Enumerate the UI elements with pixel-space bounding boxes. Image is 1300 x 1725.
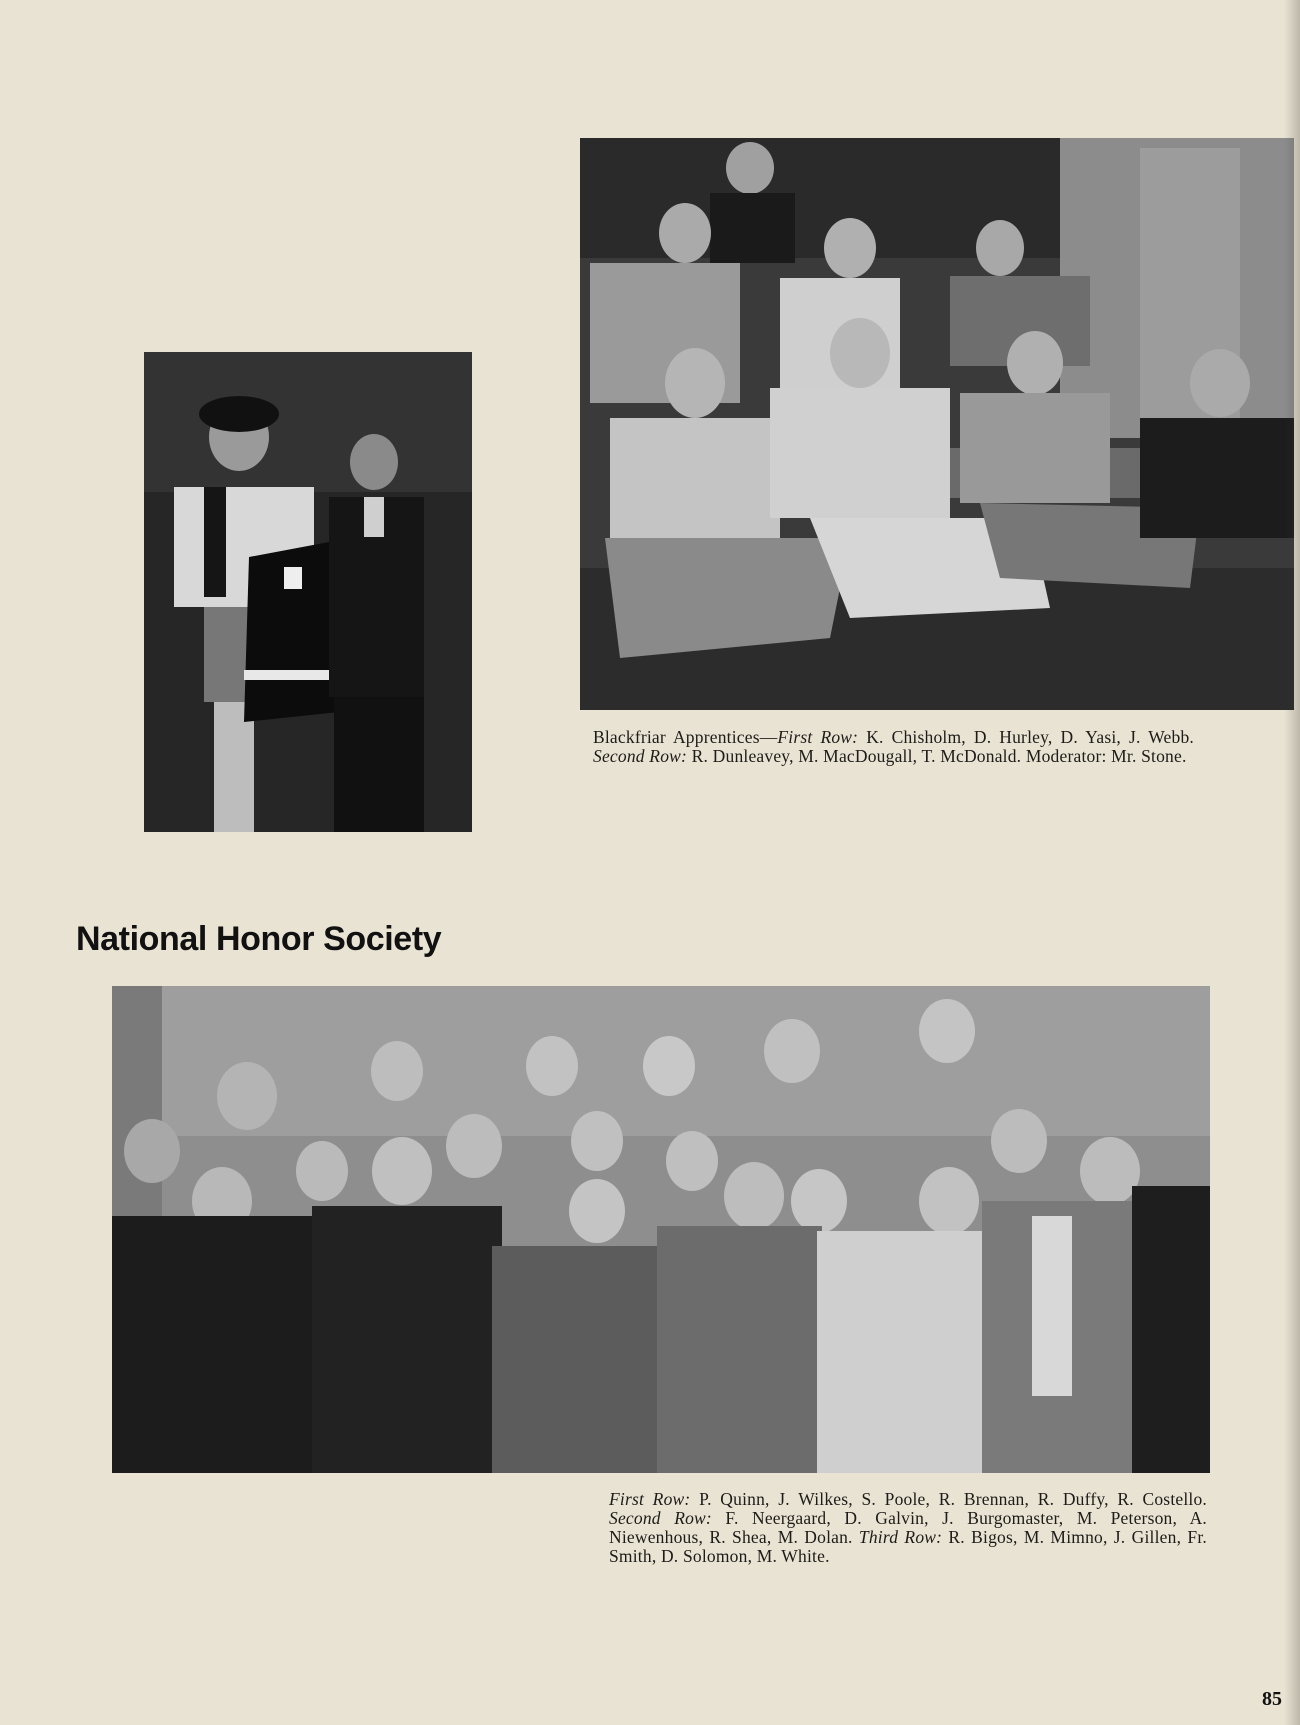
section-title: National Honor Society xyxy=(76,920,442,958)
page-number: 85 xyxy=(1262,1688,1282,1710)
national-honor-society-photo xyxy=(112,986,1210,1473)
caption-row-label: Third Row: xyxy=(858,1527,943,1547)
caption-row-names: R. Bigos, M. Mimno, J. Gillen, Fr. Smith, D. Solomon, M. White. xyxy=(609,1527,1208,1566)
nhs-caption xyxy=(609,1490,1207,1566)
caption-row-names: R. Dunleavey, M. MacDougall, T. McDonald. Moderator: Mr. Stone. xyxy=(687,746,1187,766)
caption-row-names: P. Quinn, J. Wilkes, S. Poole, R. Brennan, R. Duffy, R. Costello. xyxy=(690,1489,1207,1509)
blackfriar-apprentices-photo xyxy=(580,138,1294,710)
caption-row-names: K. Chisholm, D. Hurley, D. Yasi, J. Webb. xyxy=(858,727,1194,747)
caption-row-label: Second Row: xyxy=(593,746,688,766)
caption-row-label: First Row: xyxy=(777,727,859,747)
stage-play-photo xyxy=(144,352,472,832)
page-edge-shadow xyxy=(1284,0,1300,1725)
caption-row-label: First Row: xyxy=(609,1489,691,1509)
blackfriar-caption xyxy=(593,728,1194,766)
caption-row-names: F. Neergaard, D. Galvin, J. Burgomaster, M. Peterson, A. Niewenhous, R. Shea, M. Dolan. xyxy=(609,1508,1207,1547)
caption-group-name: Blackfriar Apprentices— xyxy=(593,727,778,747)
caption-row-label: Second Row: xyxy=(609,1508,712,1528)
